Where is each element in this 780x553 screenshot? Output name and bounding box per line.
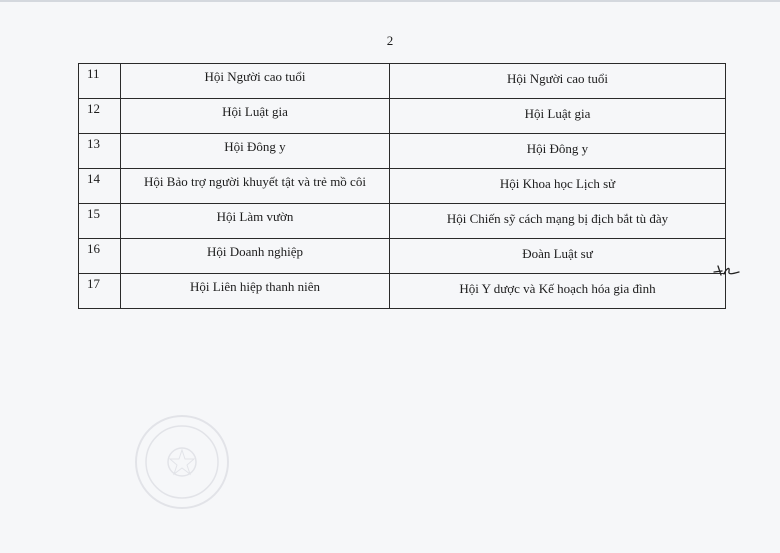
organization-name: Hội Y dược và Kế hoạch hóa gia đình bbox=[390, 274, 726, 309]
organization-name: Hội Luật gia bbox=[390, 99, 726, 134]
organization-name: Hội Người cao tuổi bbox=[390, 64, 726, 99]
table-row bbox=[79, 99, 726, 134]
row-number: 15 bbox=[79, 204, 121, 239]
handwritten-initials-icon bbox=[712, 262, 742, 278]
organization-name: Hội Chiến sỹ cách mạng bị địch bắt tù đày bbox=[390, 204, 726, 239]
row-number: 12 bbox=[79, 99, 121, 134]
organization-name: Hội Làm vườn bbox=[121, 204, 390, 239]
scan-edge bbox=[0, 0, 780, 2]
row-number: 13 bbox=[79, 134, 121, 169]
table-row bbox=[79, 64, 726, 99]
row-number: 16 bbox=[79, 239, 121, 274]
organizations-table bbox=[78, 63, 726, 309]
table-row bbox=[79, 169, 726, 204]
faded-seal-icon bbox=[132, 412, 232, 512]
table-row bbox=[79, 274, 726, 309]
table-row bbox=[79, 134, 726, 169]
page-number: 2 bbox=[386, 33, 394, 48]
table-row bbox=[79, 204, 726, 239]
row-number: 14 bbox=[79, 169, 121, 204]
organization-name: Hội Doanh nghiệp bbox=[121, 239, 390, 274]
row-number: 17 bbox=[79, 274, 121, 309]
organization-name: Hội Bảo trợ người khuyết tật và trẻ mồ côi bbox=[121, 169, 390, 204]
organization-name: Hội Đông y bbox=[121, 134, 390, 169]
organization-name: Hội Luật gia bbox=[121, 99, 390, 134]
organization-name: Hội Khoa học Lịch sử bbox=[390, 169, 726, 204]
row-number: 11 bbox=[79, 64, 121, 99]
organization-name: Hội Người cao tuổi bbox=[121, 64, 390, 99]
organization-name: Đoàn Luật sư bbox=[390, 239, 726, 274]
table-row bbox=[79, 239, 726, 274]
organization-name: Hội Liên hiệp thanh niên bbox=[121, 274, 390, 309]
organization-name: Hội Đông y bbox=[390, 134, 726, 169]
